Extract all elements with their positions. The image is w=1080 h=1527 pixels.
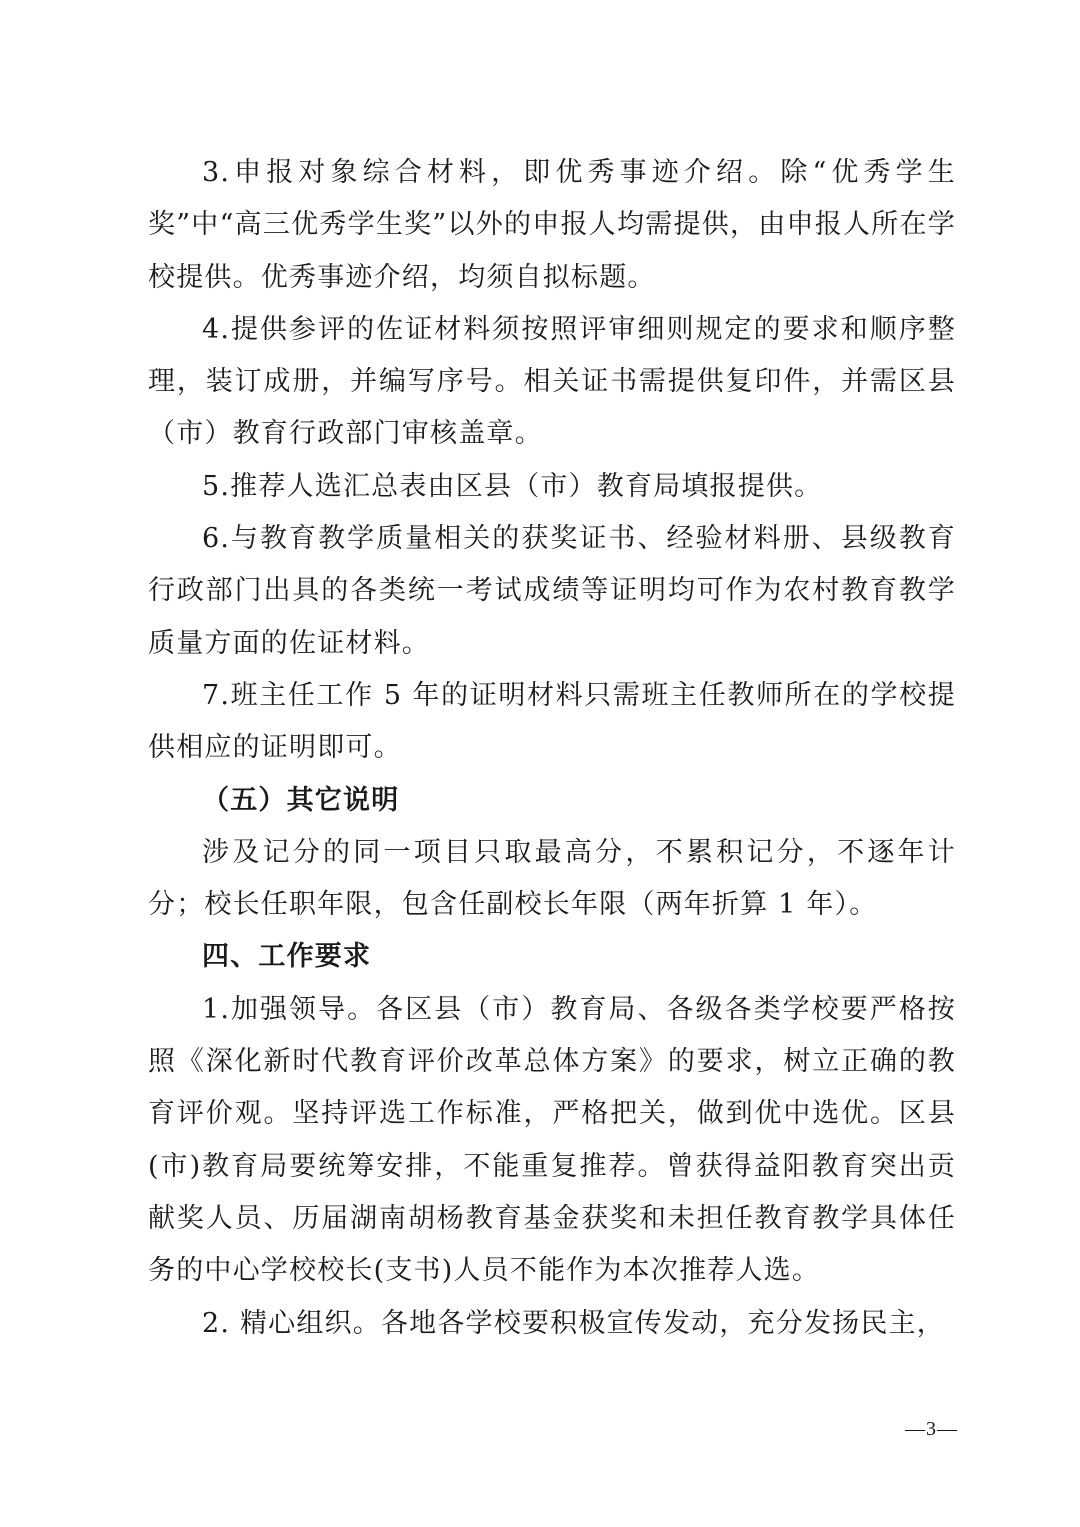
- paragraph-item-7: 7.班主任工作 5 年的证明材料只需班主任教师所在的学校提供相应的证明即可。: [148, 679, 956, 764]
- paragraph-item-3: 3.申报对象综合材料，即优秀事迹介绍。除“优秀学生奖”中“高三优秀学生奖”以外的申报人均需提供，由申报人所在学校提供。优秀事迹介绍，均须自拟标题。: [148, 157, 956, 293]
- paragraph-careful-organization: 2. 精心组织。各地各学校要积极宣传发动，充分发扬民主，: [202, 1307, 945, 1339]
- section-heading-other-notes: （五）其它说明: [202, 784, 400, 816]
- paragraph-item-4: 4.提供参评的佐证材料须按照评审细则规定的要求和顺序整理，装订成册，并编写序号。相关证书需提供复印件，并需区县（市）教育行政部门审核盖章。: [148, 313, 956, 450]
- paragraph-item-5: 5.推荐人选汇总表由区县（市）教育局填报提供。: [202, 470, 823, 502]
- page-number: —3—: [905, 1418, 958, 1440]
- section-heading-work-requirements: 四、工作要求: [202, 941, 372, 973]
- paragraph-scoring-notes: 涉及记分的同一项目只取最高分，不累积记分，不逐年计分；校长任职年限，包含任副校长年限（两年折算 1 年）。: [148, 836, 956, 921]
- paragraph-item-6: 6.与教育教学质量相关的获奖证书、经验材料册、县级教育行政部门出具的各类统一考试成绩等证明均可作为农村教育教学质量方面的佐证材料。: [148, 523, 956, 659]
- paragraph-strengthen-leadership: 1.加强领导。各区县（市）教育局、各级各类学校要严格按照《深化新时代教育评价改革总体方案》的要求，树立正确的教育评价观。坚持评选工作标准，严格把关，做到优中选优。区县(市)教育局要统筹安排，不能重复推荐。曾获得益阳教育突出贡献奖人员、历届湖南胡杨教育基金获奖和未担任教育教学具体任务的中心学校校长(支书)人员不能作为本次推荐人选。: [148, 993, 956, 1287]
- document-body: [148, 147, 956, 1350]
